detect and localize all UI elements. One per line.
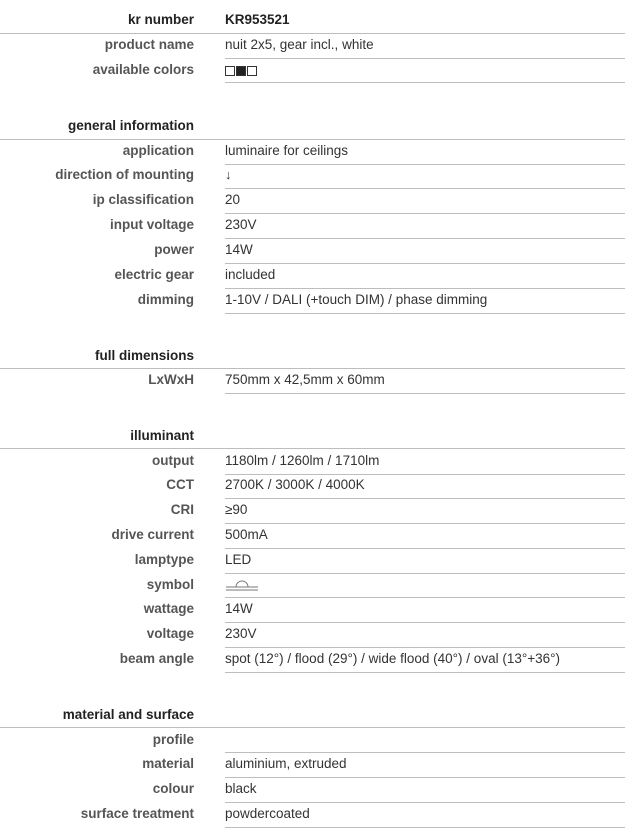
cri-value: ≥90 — [225, 502, 248, 517]
section-title: full dimensions — [94, 348, 194, 363]
divider — [225, 164, 625, 165]
section-title: material and surface — [62, 707, 194, 722]
drive-current-value: 500mA — [225, 527, 268, 542]
divider — [0, 368, 625, 369]
divider — [225, 288, 625, 289]
electric-gear-label: electric gear — [114, 267, 194, 282]
wattage-value: 14W — [225, 601, 253, 616]
voltage-label: voltage — [146, 626, 194, 641]
kr-number-value: KR953521 — [225, 12, 290, 27]
dimming-label: dimming — [137, 292, 194, 307]
surface-treatment-label: surface treatment — [80, 806, 194, 821]
divider — [225, 82, 625, 83]
drive-current-label: drive current — [111, 527, 194, 542]
symbol-label: symbol — [146, 577, 194, 592]
led-symbol-icon — [225, 578, 259, 596]
divider — [0, 139, 625, 140]
power-label: power — [154, 242, 194, 257]
divider — [225, 548, 625, 549]
divider — [225, 188, 625, 189]
divider — [225, 573, 625, 574]
beam-angle-value: spot (12°) / flood (29°) / wide flood (40°) / oval (13°+36°) — [225, 651, 561, 666]
available-colors-label: available colors — [92, 62, 194, 77]
divider — [225, 647, 625, 648]
profile-label: profile — [152, 732, 194, 747]
lxwxh-label: LxWxH — [148, 372, 194, 387]
divider — [225, 213, 625, 214]
output-value: 1180lm / 1260lm / 1710lm — [225, 453, 380, 468]
kr-number-label: kr number — [127, 12, 194, 27]
beam-angle-label: beam angle — [119, 651, 194, 666]
wattage-label: wattage — [143, 601, 194, 616]
color-swatch-white[interactable] — [225, 66, 235, 76]
divider — [0, 448, 625, 449]
output-label: output — [152, 453, 194, 468]
input-voltage-value: 230V — [225, 217, 257, 232]
product-name-value: nuit 2x5, gear incl., white — [225, 37, 374, 52]
divider — [0, 33, 625, 34]
section-title: general information — [67, 118, 194, 133]
divider — [225, 622, 625, 623]
divider — [225, 263, 625, 264]
divider — [225, 752, 625, 753]
divider — [225, 827, 625, 828]
lamptype-label: lamptype — [134, 552, 194, 567]
divider — [225, 802, 625, 803]
arrow-down-icon: ↓ — [225, 167, 232, 182]
electric-gear-value: included — [225, 267, 276, 282]
divider — [225, 313, 625, 314]
lamptype-value: LED — [225, 552, 252, 567]
dimming-value: 1-10V / DALI (+touch DIM) / phase dimming — [225, 292, 488, 307]
colour-value: black — [225, 781, 257, 796]
material-label: material — [142, 756, 194, 771]
voltage-value: 230V — [225, 626, 257, 641]
product-name-label: product name — [104, 37, 194, 52]
material-value: aluminium, extruded — [225, 756, 347, 771]
cri-label: CRI — [170, 502, 194, 517]
cct-label: CCT — [166, 477, 194, 492]
divider — [0, 727, 625, 728]
divider — [225, 58, 625, 59]
cct-value: 2700K / 3000K / 4000K — [225, 477, 365, 492]
divider — [225, 498, 625, 499]
colour-label: colour — [152, 781, 194, 796]
color-swatch-white[interactable] — [247, 66, 257, 76]
divider — [225, 777, 625, 778]
divider — [225, 474, 625, 475]
direction-label: direction of mounting — [55, 167, 194, 182]
divider — [225, 672, 625, 673]
color-swatches — [225, 66, 258, 76]
ip-value: 20 — [225, 192, 241, 207]
ip-label: ip classification — [92, 192, 194, 207]
input-voltage-label: input voltage — [110, 217, 194, 232]
divider — [225, 238, 625, 239]
section-title: illuminant — [130, 428, 194, 443]
divider — [225, 597, 625, 598]
power-value: 14W — [225, 242, 253, 257]
surface-treatment-value: powdercoated — [225, 806, 310, 821]
divider — [225, 523, 625, 524]
divider — [225, 393, 625, 394]
application-value: luminaire for ceilings — [225, 143, 349, 158]
color-swatch-black[interactable] — [236, 66, 246, 76]
lxwxh-value: 750mm x 42,5mm x 60mm — [225, 372, 385, 387]
application-label: application — [122, 143, 194, 158]
